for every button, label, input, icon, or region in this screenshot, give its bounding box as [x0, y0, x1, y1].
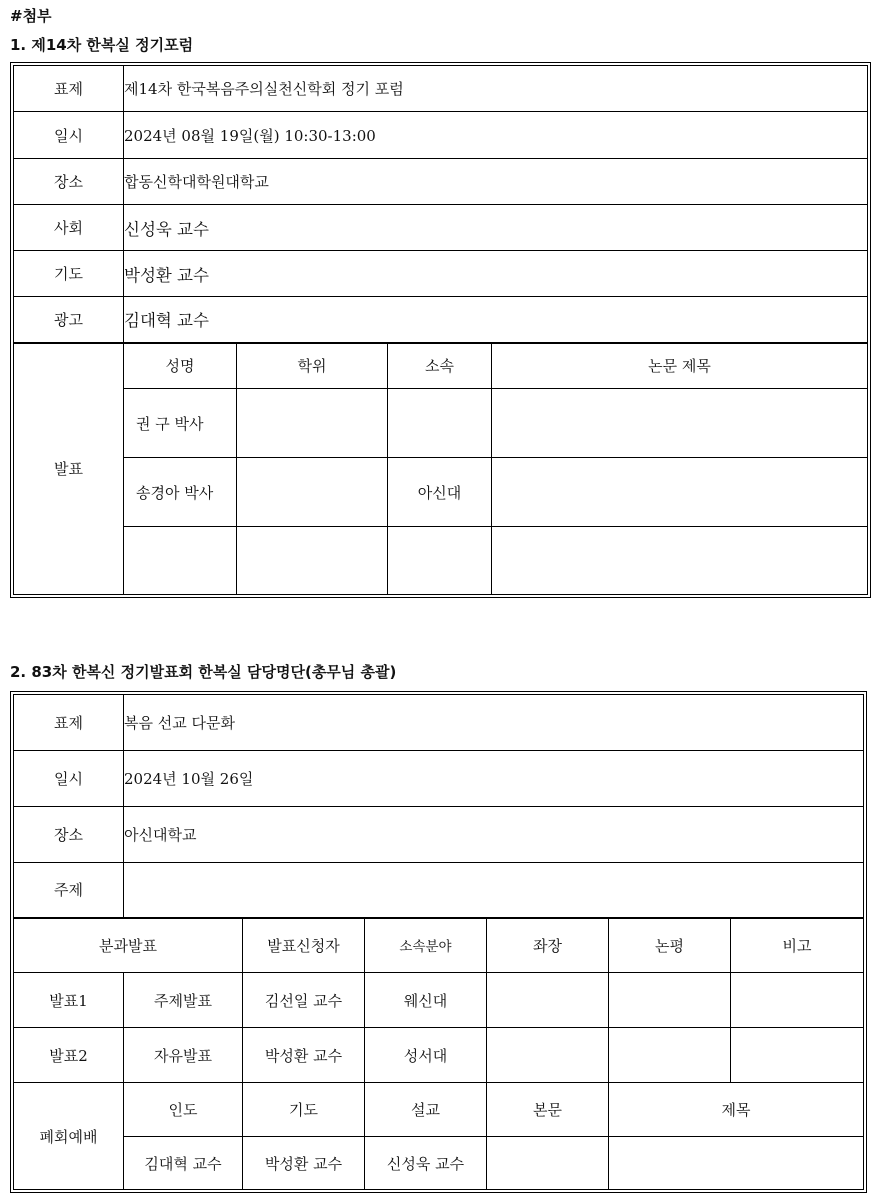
meeting-row-title	[14, 695, 864, 751]
meeting-row-theme	[14, 863, 864, 918]
meeting-label-date: 일시	[14, 751, 124, 807]
meeting-label-theme: 주제	[14, 863, 124, 918]
closing-header-scripture: 본문	[487, 1083, 609, 1137]
forum-table	[10, 62, 871, 598]
forum-row-title	[14, 66, 868, 112]
presenter-name: 송경아 박사	[124, 458, 237, 527]
closing-header-row	[14, 1083, 864, 1137]
session-presenter: 김선일 교수	[243, 973, 365, 1028]
presenter-name	[124, 527, 237, 595]
presenter-degree	[237, 458, 388, 527]
session-label: 발표2	[14, 1028, 124, 1083]
presenter-name: 권 구 박사	[124, 389, 237, 458]
closing-scripture	[487, 1137, 609, 1190]
presenter-degree	[237, 527, 388, 595]
meeting-row-venue	[14, 807, 864, 863]
session-note	[731, 1028, 864, 1083]
forum-value-host: 신성욱 교수	[124, 205, 868, 251]
forum-value-title: 제14차 한국복음주의실천신학회 정기 포럼	[124, 66, 868, 112]
section1-heading: 1. 제14차 한복실 정기포럼	[10, 36, 194, 54]
closing-title	[609, 1137, 864, 1190]
presenter-paper-title	[492, 389, 868, 458]
forum-row-venue	[14, 159, 868, 205]
meeting-value-venue: 아신대학교	[124, 807, 864, 863]
forum-row-host	[14, 205, 868, 251]
session-presenter: 박성환 교수	[243, 1028, 365, 1083]
session-affiliation: 웨신대	[365, 973, 487, 1028]
meeting-table	[10, 691, 867, 1193]
forum-row-date	[14, 112, 868, 159]
forum-label-date: 일시	[14, 112, 124, 159]
sessions-header-field: 소속분야	[365, 918, 487, 973]
presenter-degree	[237, 389, 388, 458]
meeting-row-date	[14, 751, 864, 807]
closing-prayer: 박성환 교수	[243, 1137, 365, 1190]
presentation-row	[14, 389, 868, 458]
closing-leader: 김대혁 교수	[124, 1137, 243, 1190]
presentation-label: 발표	[14, 343, 124, 595]
forum-value-prayer: 박성환 교수	[124, 251, 868, 297]
presenter-affiliation: 아신대	[388, 458, 492, 527]
presentation-row	[14, 458, 868, 527]
presentation-header-affiliation: 소속	[388, 343, 492, 389]
forum-row-announcement	[14, 297, 868, 343]
session-type: 자유발표	[124, 1028, 243, 1083]
closing-label: 폐회예배	[14, 1083, 124, 1190]
session-note	[731, 973, 864, 1028]
presentation-row	[14, 527, 868, 595]
closing-header-prayer: 기도	[243, 1083, 365, 1137]
presentation-header-row	[14, 343, 868, 389]
presentation-header-paper-title: 논문 제목	[492, 343, 868, 389]
presenter-paper-title	[492, 527, 868, 595]
closing-header-leader: 인도	[124, 1083, 243, 1137]
presenter-paper-title	[492, 458, 868, 527]
forum-value-announcement: 김대혁 교수	[124, 297, 868, 343]
session-affiliation: 성서대	[365, 1028, 487, 1083]
meeting-label-title: 표제	[14, 695, 124, 751]
forum-label-venue: 장소	[14, 159, 124, 205]
presentation-header-name: 성명	[124, 343, 237, 389]
forum-label-announcement: 광고	[14, 297, 124, 343]
sessions-header-track: 분과발표	[14, 918, 243, 973]
closing-values-row	[14, 1137, 864, 1190]
section2-heading: 2. 83차 한복신 정기발표회 한복실 담당명단(총무님 총괄)	[10, 663, 397, 681]
forum-label-host: 사회	[14, 205, 124, 251]
forum-value-venue: 합동신학대학원대학교	[124, 159, 868, 205]
meeting-value-date: 2024년 10월 26일	[124, 751, 864, 807]
session-type: 주제발표	[124, 973, 243, 1028]
closing-header-sermon: 설교	[365, 1083, 487, 1137]
closing-header-title: 제목	[609, 1083, 864, 1137]
presentation-header-degree: 학위	[237, 343, 388, 389]
sessions-header-presenter: 발표신청자	[243, 918, 365, 973]
presenter-affiliation	[388, 527, 492, 595]
sessions-header-chair: 좌장	[487, 918, 609, 973]
session-review	[609, 1028, 731, 1083]
session-chair	[487, 973, 609, 1028]
attachment-label: #첨부	[10, 7, 52, 25]
meeting-label-venue: 장소	[14, 807, 124, 863]
sessions-header-row	[14, 918, 864, 973]
session-row	[14, 973, 864, 1028]
sessions-header-note: 비고	[731, 918, 864, 973]
forum-label-title: 표제	[14, 66, 124, 112]
session-label: 발표1	[14, 973, 124, 1028]
forum-row-prayer	[14, 251, 868, 297]
forum-label-prayer: 기도	[14, 251, 124, 297]
closing-sermon: 신성욱 교수	[365, 1137, 487, 1190]
meeting-value-theme	[124, 863, 864, 918]
forum-value-date: 2024년 08월 19일(월) 10:30-13:00	[124, 112, 868, 159]
session-row	[14, 1028, 864, 1083]
session-chair	[487, 1028, 609, 1083]
sessions-header-review: 논평	[609, 918, 731, 973]
presenter-affiliation	[388, 389, 492, 458]
session-review	[609, 973, 731, 1028]
meeting-value-title: 복음 선교 다문화	[124, 695, 864, 751]
